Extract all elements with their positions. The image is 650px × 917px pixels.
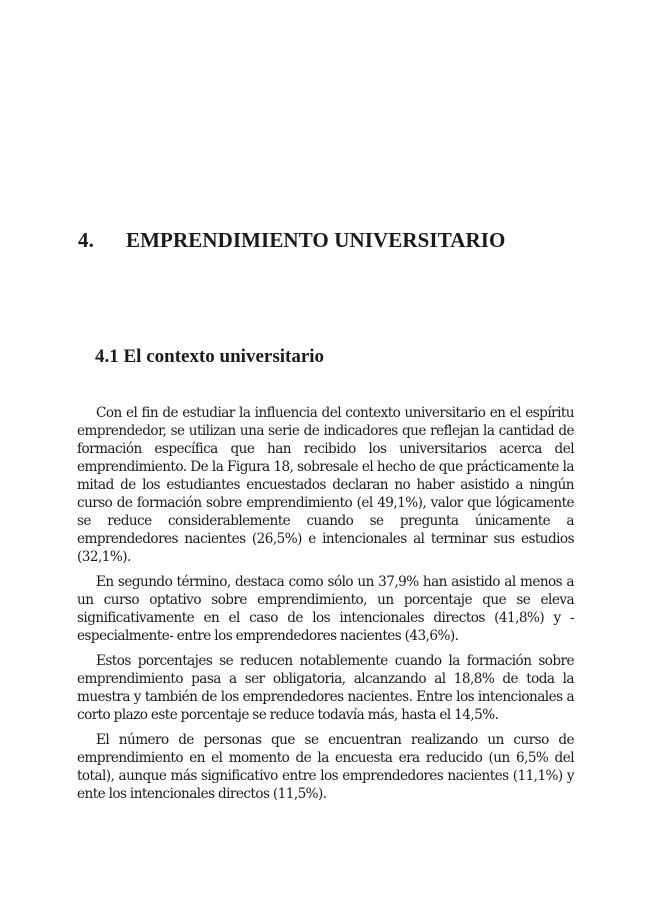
paragraph: En segundo término, destaca como sólo un 37,9% han asistido al menos a un curso optativo sobre emprendimiento, un porcentaje que se eleva significativamente en el caso de los intencionales directos (41,8%) y -especialmente- entre los emprendedores nacientes (43,6%). — [77, 574, 574, 644]
paragraph: Estos porcentajes se reducen notablemente cuando la formación sobre emprendimiento pasa a ser obligatoria, alcanzando al 18,8% de toda la muestra y también de los emprendedores nacientes. Entre los intencionales a corto plazo este porcentaje se reduce todavía más, hasta el 14,5%. — [77, 653, 574, 723]
paragraph: Con el fin de estudiar la influencia del contexto universitario en el espíritu emprendedor, se utilizan una serie de indicadores que reflejan la cantidad de formación específica que han recibido los universitarios acerca del emprendimiento. De la Figura 18, sobresale el hecho de que prácticamente la mitad de los estudiantes encuestados declaran no haber asistido a ningún curso de formación sobre emprendimiento (el 49,1%), valor que lógicamente se reduce considerablemente cuando se pregunta únicamente a emprendedores nacientes (26,5%) e intencionales al terminar sus estudios (32,1%). — [77, 405, 574, 565]
paragraph: El número de personas que se encuentran realizando un curso de emprendimiento en el momento de la encuesta era reducido (un 6,5% del total), aunque más significativo entre los emprendedores nacientes (11,1%) y ente los intencionales directos (11,5%). — [77, 732, 574, 802]
chapter-number: 4. — [78, 228, 94, 252]
chapter-heading — [78, 228, 506, 253]
body-text — [77, 404, 574, 810]
chapter-title: EMPRENDIMIENTO UNIVERSITARIO — [126, 228, 506, 252]
section-heading: 4.1 El contexto universitario — [95, 346, 325, 367]
